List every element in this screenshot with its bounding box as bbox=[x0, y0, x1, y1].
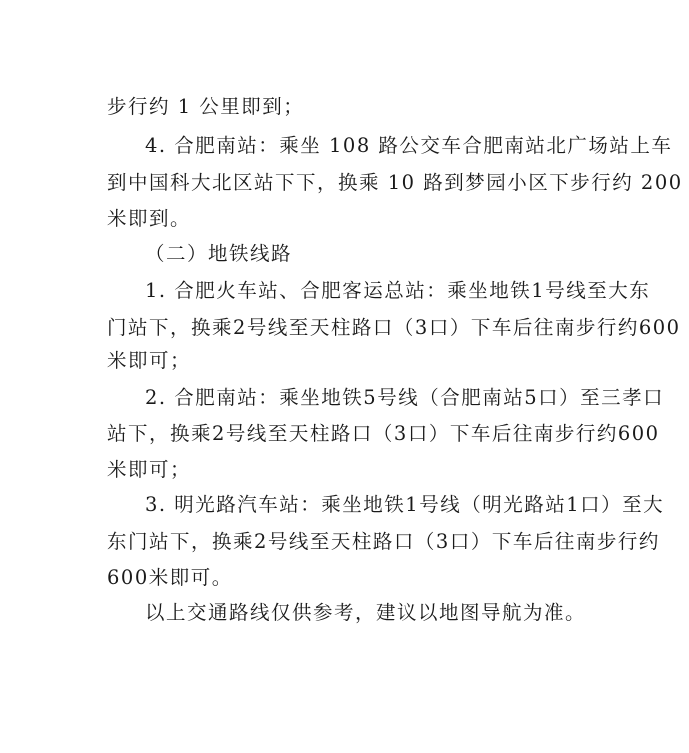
text-line: 以上交通路线仅供参考，建议以地图导航为准。 bbox=[145, 601, 587, 624]
text-line: 米即到。 bbox=[107, 207, 192, 230]
text-line: 4. 合肥南站：乘坐 108 路公交车合肥南站北广场站上车 bbox=[145, 134, 673, 157]
section-heading: （二）地铁线路 bbox=[145, 242, 293, 265]
text-line: 门站下，换乘2号线至天柱路口（3口）下车后往南步行约600 bbox=[107, 316, 681, 339]
text-line: 步行约 1 公里即到； bbox=[107, 95, 305, 118]
text-line: 东门站下，换乘2号线至天柱路口（3口）下车后往南步行约 bbox=[107, 530, 660, 553]
text-line: 米即可； bbox=[107, 458, 192, 481]
text-line: 2. 合肥南站：乘坐地铁5号线（合肥南站5口）至三孝口 bbox=[145, 386, 665, 409]
text-line: 3. 明光路汽车站：乘坐地铁1号线（明光路站1口）至大 bbox=[145, 493, 665, 516]
text-line: 到中国科大北区站下下，换乘 10 路到梦园小区下步行约 200 bbox=[107, 171, 683, 194]
text-line: 米即可； bbox=[107, 349, 192, 372]
text-line: 600米即可。 bbox=[107, 566, 233, 589]
text-line: 1. 合肥火车站、合肥客运总站：乘坐地铁1号线至大东 bbox=[145, 279, 651, 302]
text-line: 站下，换乘2号线至天柱路口（3口）下车后往南步行约600 bbox=[107, 422, 660, 445]
